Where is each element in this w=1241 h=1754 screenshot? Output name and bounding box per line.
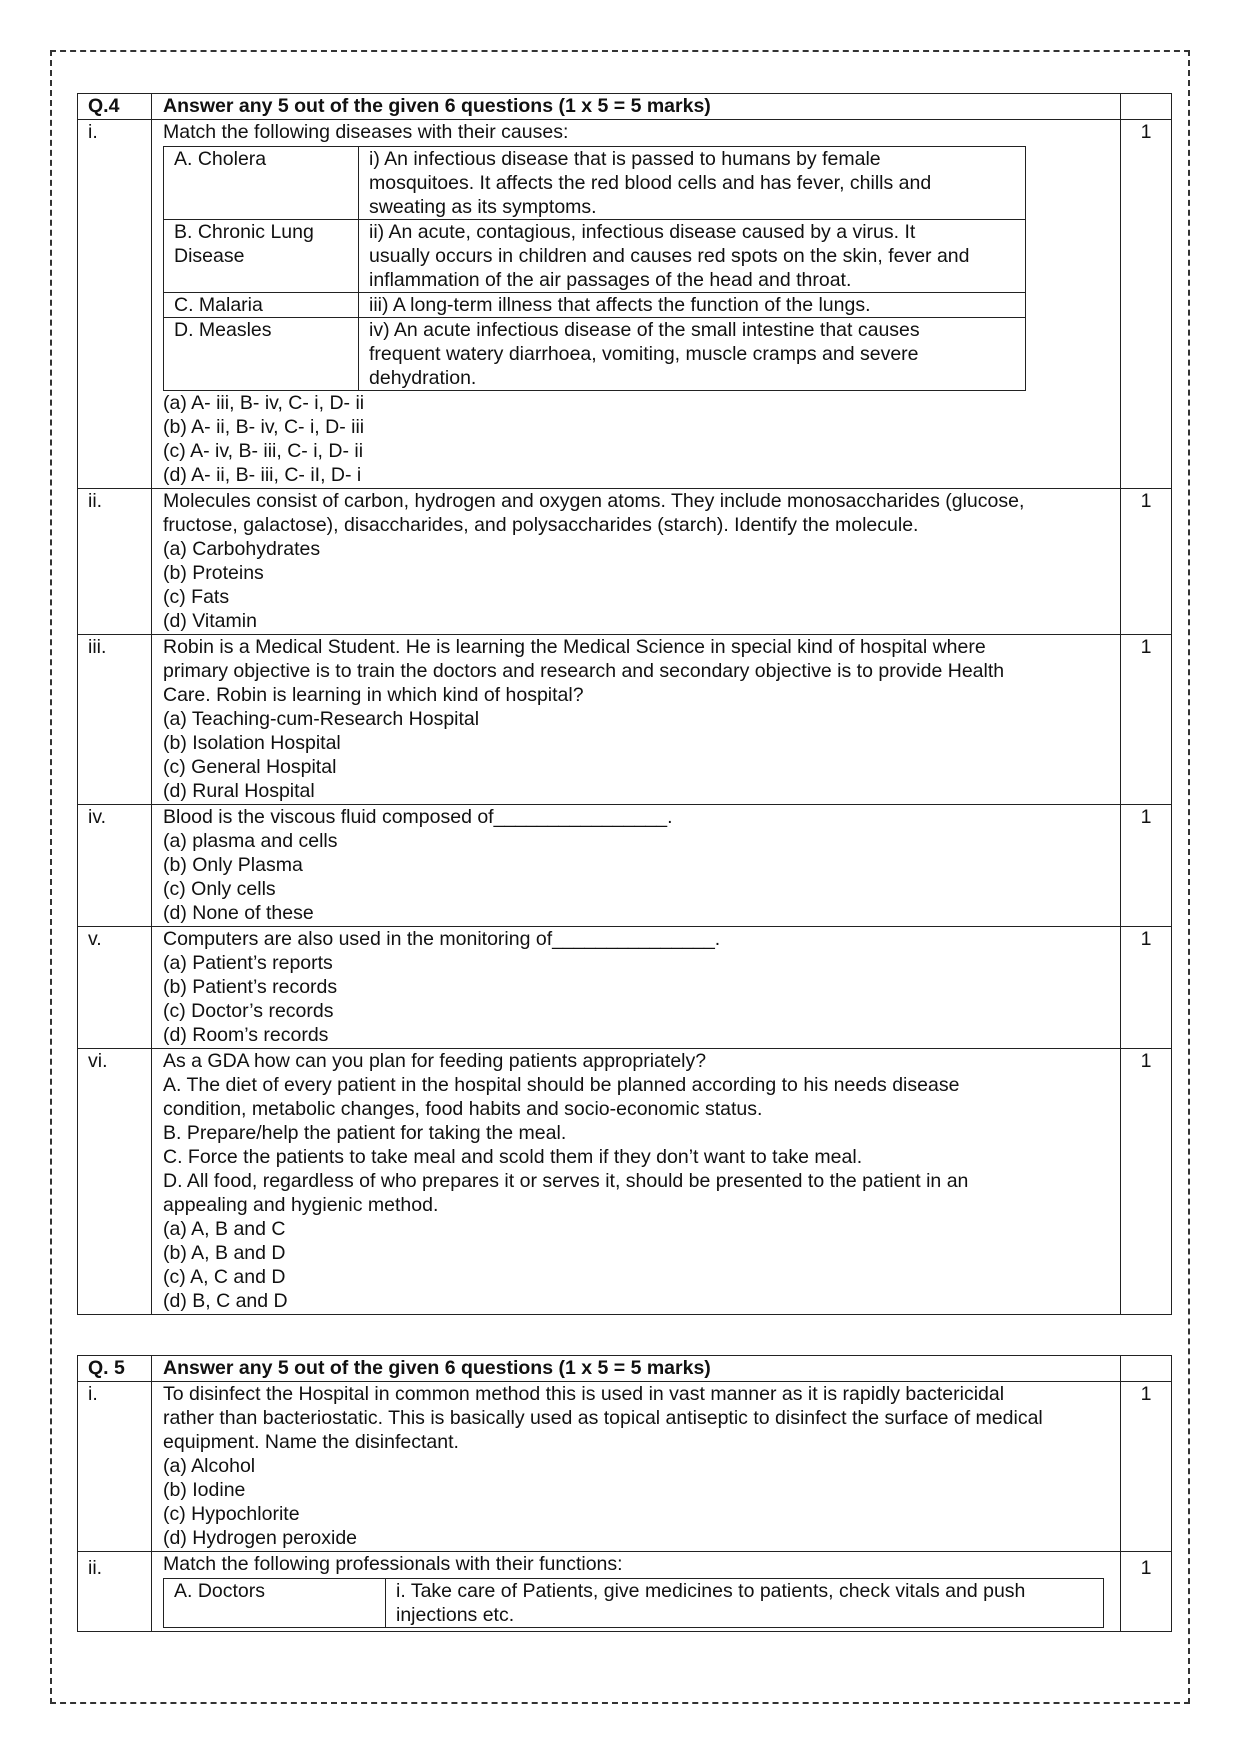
match-table xyxy=(163,146,1026,391)
question-stem: Robin is a Medical Student. He is learning the Medical Science in special kind of hospital where xyxy=(163,636,986,658)
question-body xyxy=(152,1382,1121,1552)
option: (b) Isolation Hospital xyxy=(163,732,341,754)
match-row xyxy=(164,293,1026,318)
question-row xyxy=(78,120,1172,489)
match-right-line: dehydration. xyxy=(369,367,477,389)
q4-instruction: Answer any 5 out of the given 6 questions (1 x 5 = 5 marks) xyxy=(152,94,1121,120)
option: (a) plasma and cells xyxy=(163,830,338,852)
question-number: iv. xyxy=(78,805,152,927)
q4-number: Q.4 xyxy=(78,94,152,120)
option: (a) Carbohydrates xyxy=(163,538,321,560)
question-body xyxy=(152,927,1121,1049)
option: (d) Vitamin xyxy=(163,610,257,632)
match-right-line: mosquitoes. It affects the red blood cells and has fever, chills and xyxy=(369,172,932,194)
question-number: iii. xyxy=(78,635,152,805)
question-number: v. xyxy=(78,927,152,1049)
option: (c) Hypochlorite xyxy=(163,1503,300,1525)
option: (d) Rural Hospital xyxy=(163,780,315,802)
marks: 1 xyxy=(1121,805,1172,927)
option: (c) Doctor’s records xyxy=(163,1000,334,1022)
marks: 1 xyxy=(1121,927,1172,1049)
question-stem: Match the following diseases with their causes: xyxy=(163,121,569,143)
match-right-line: sweating as its symptoms. xyxy=(369,196,597,218)
option: (a) Teaching-cum-Research Hospital xyxy=(163,708,480,730)
match-right-line: frequent watery diarrhoea, vomiting, muscle cramps and severe xyxy=(369,343,919,365)
question-row xyxy=(78,1552,1172,1632)
option: (a) Alcohol xyxy=(163,1455,256,1477)
marks: 1 xyxy=(1121,635,1172,805)
question-number: i. xyxy=(78,1382,152,1552)
option: (c) A- iv, B- iii, C- i, D- ii xyxy=(163,440,364,462)
question-body xyxy=(152,635,1121,805)
marks: 1 xyxy=(1121,120,1172,489)
match-left-line: A. Doctors xyxy=(174,1580,266,1602)
question-stem: To disinfect the Hospital in common method this is used in vast manner as it is rapidly bactericidal xyxy=(163,1383,1005,1405)
question-stem: A. The diet of every patient in the hospital should be planned according to his needs disease xyxy=(163,1074,960,1096)
question-row xyxy=(78,1049,1172,1315)
match-left xyxy=(164,220,359,293)
marks: 1 xyxy=(1121,489,1172,635)
question-stem: As a GDA how can you plan for feeding patients appropriately? xyxy=(163,1050,707,1072)
question-row xyxy=(78,927,1172,1049)
match-right-line: ii) An acute, contagious, infectious disease caused by a virus. It xyxy=(369,221,916,243)
question-body xyxy=(152,805,1121,927)
match-right xyxy=(359,318,1026,391)
match-row xyxy=(164,220,1026,293)
question-stem: C. Force the patients to take meal and scold them if they don’t want to take meal. xyxy=(163,1146,863,1168)
question-body xyxy=(152,120,1121,489)
match-left xyxy=(164,1579,386,1628)
option: (a) A, B and C xyxy=(163,1218,286,1240)
question-number: ii. xyxy=(78,489,152,635)
question-body xyxy=(152,489,1121,635)
option: (c) Only cells xyxy=(163,878,276,900)
match-left xyxy=(164,293,359,318)
q5-header-row xyxy=(78,1356,1172,1382)
match-right-line: injections etc. xyxy=(396,1604,515,1626)
q5-number: Q. 5 xyxy=(78,1356,152,1382)
match-right-line: usually occurs in children and causes red spots on the skin, fever and xyxy=(369,245,970,267)
match-right xyxy=(359,293,1026,318)
question-body xyxy=(152,1552,1121,1632)
marks: 1 xyxy=(1121,1552,1172,1632)
option: (c) Fats xyxy=(163,586,230,608)
question-row xyxy=(78,635,1172,805)
question-stem: Blood is the viscous fluid composed of________________. xyxy=(163,806,673,828)
q5-instruction: Answer any 5 out of the given 6 questions (1 x 5 = 5 marks) xyxy=(152,1356,1121,1382)
match-left-line: A. Cholera xyxy=(174,148,267,170)
match-right-line: i) An infectious disease that is passed to humans by female xyxy=(369,148,881,170)
match-left xyxy=(164,318,359,391)
match-right-line: iii) A long-term illness that affects the function of the lungs. xyxy=(369,294,871,316)
option: (d) A- ii, B- iii, C- iI, D- i xyxy=(163,464,362,486)
option: (d) None of these xyxy=(163,902,314,924)
question-row xyxy=(78,489,1172,635)
marks: 1 xyxy=(1121,1049,1172,1315)
match-row xyxy=(164,1579,1104,1628)
match-right xyxy=(359,220,1026,293)
match-left-line: B. Chronic Lung xyxy=(174,221,314,243)
match-left-line: D. Measles xyxy=(174,319,272,341)
question-stem: rather than bacteriostatic. This is basically used as topical antiseptic to disinfect the surface of medical xyxy=(163,1407,1043,1429)
marks: 1 xyxy=(1121,1382,1172,1552)
match-left-line: C. Malaria xyxy=(174,294,263,316)
match-left-line: Disease xyxy=(174,245,245,267)
q4-table xyxy=(77,93,1172,1315)
option: (c) General Hospital xyxy=(163,756,337,778)
option: (b) Iodine xyxy=(163,1479,246,1501)
match-right xyxy=(386,1579,1104,1628)
question-stem: equipment. Name the disinfectant. xyxy=(163,1431,459,1453)
question-stem: Molecules consist of carbon, hydrogen and oxygen atoms. They include monosaccharides (glucose, xyxy=(163,490,1025,512)
option: (b) Patient’s records xyxy=(163,976,338,998)
question-stem: condition, metabolic changes, food habits and socio-economic status. xyxy=(163,1098,763,1120)
question-stem: Match the following professionals with their functions: xyxy=(163,1553,623,1575)
question-stem: appealing and hygienic method. xyxy=(163,1194,439,1216)
match-right-line: inflammation of the air passages of the head and throat. xyxy=(369,269,852,291)
option: (d) B, C and D xyxy=(163,1290,288,1312)
question-row xyxy=(78,1382,1172,1552)
q5-marks-header xyxy=(1121,1356,1172,1382)
question-number: i. xyxy=(78,120,152,489)
option: (b) A, B and D xyxy=(163,1242,286,1264)
match-right xyxy=(359,147,1026,220)
option: (d) Hydrogen peroxide xyxy=(163,1527,358,1549)
question-row xyxy=(78,805,1172,927)
option: (b) Only Plasma xyxy=(163,854,303,876)
match-right-line: iv) An acute infectious disease of the small intestine that causes xyxy=(369,319,920,341)
match-table xyxy=(163,1578,1104,1628)
option: (a) Patient’s reports xyxy=(163,952,333,974)
option: (b) Proteins xyxy=(163,562,264,584)
question-number: ii. xyxy=(78,1552,152,1632)
q5-table xyxy=(77,1355,1172,1632)
option: (a) A- iii, B- iv, C- i, D- ii xyxy=(163,392,365,414)
option: (d) Room’s records xyxy=(163,1024,329,1046)
question-stem: Computers are also used in the monitoring of_______________. xyxy=(163,928,721,950)
q4-header-row xyxy=(78,94,1172,120)
question-number: vi. xyxy=(78,1049,152,1315)
match-row xyxy=(164,318,1026,391)
match-row xyxy=(164,147,1026,220)
match-left xyxy=(164,147,359,220)
question-stem: fructose, galactose), disaccharides, and polysaccharides (starch). Identify the molecule. xyxy=(163,514,919,536)
q4-marks-header xyxy=(1121,94,1172,120)
question-stem: primary objective is to train the doctors and research and secondary objective is to provide Health xyxy=(163,660,1005,682)
question-stem: D. All food, regardless of who prepares it or serves it, should be presented to the patient in an xyxy=(163,1170,969,1192)
option: (c) A, C and D xyxy=(163,1266,286,1288)
option: (b) A- ii, B- iv, C- i, D- iii xyxy=(163,416,365,438)
question-stem: B. Prepare/help the patient for taking the meal. xyxy=(163,1122,567,1144)
question-body xyxy=(152,1049,1121,1315)
match-right-line: i. Take care of Patients, give medicines to patients, check vitals and push xyxy=(396,1580,1026,1602)
question-stem: Care. Robin is learning in which kind of hospital? xyxy=(163,684,584,706)
